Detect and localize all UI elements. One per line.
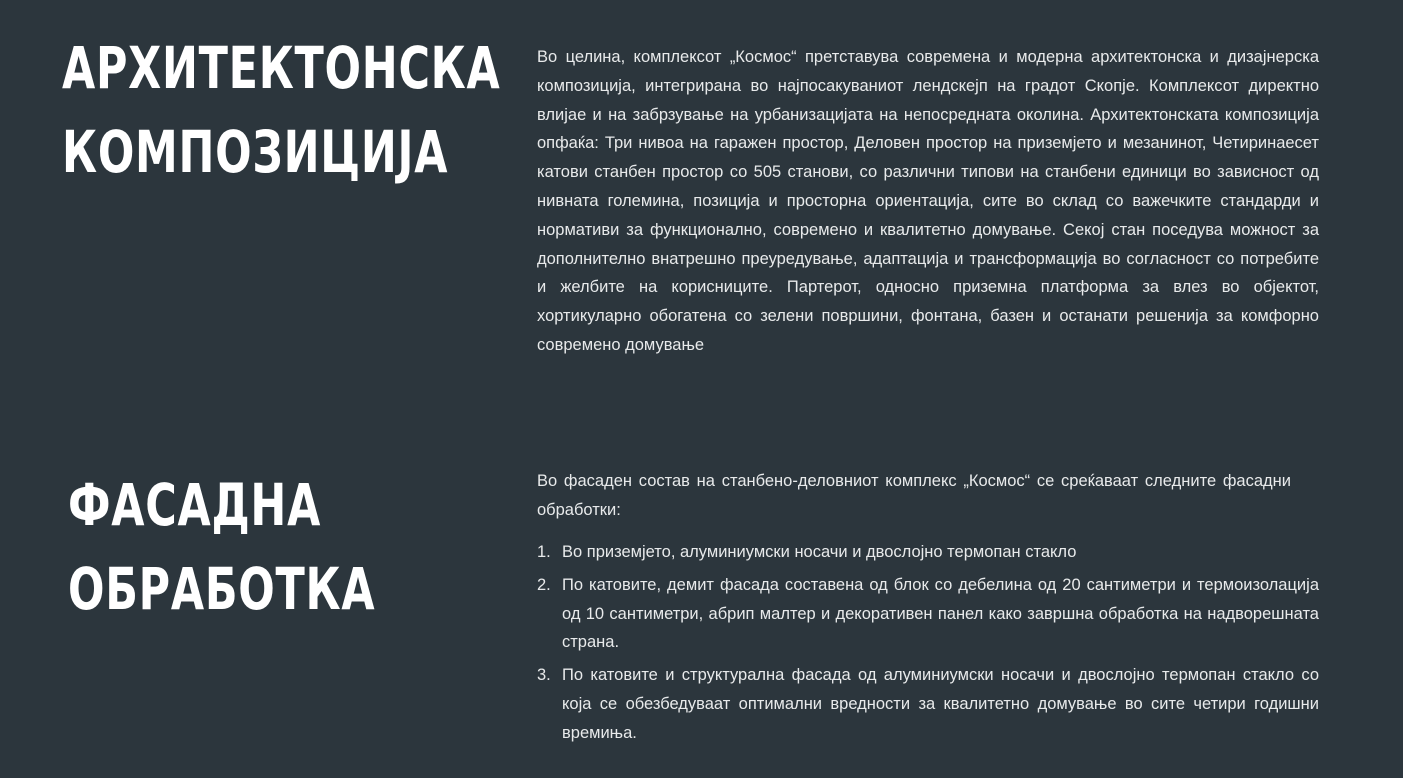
list-item-text: Во приземјето, алуминиумски носачи и двослојно термопан стакло bbox=[562, 543, 1077, 561]
list-item bbox=[537, 538, 1319, 567]
architecture-paragraph: Во целина, комплексот „Космос“ претставува современа и модерна архитектонска и дизајнерска композиција, интегрирана во најпосакуваниот лендскејп на градот Скопје. Комплексот директно влијае и на забрзување на урбанизацијата на непосредната околина. Архитектонската композиција опфаќа: Три нивоа на гаражен простор, Деловен простор на приземјето и мезанинот, Четиринаесет катови станбен простор со 505 станови, со различни типови на станбени единици во зависност од нивната големина, позиција и просторна ориентација, сите во склад со важечките стандарди и нормативи за функционално, современо и квалитетно домување. Секој стан поседува можност за дополнително внатрешно преуредување, адаптација и трансформација во согласност со потребите и желбите на корисниците. Партерот, односно приземна платформа за влез во објектот, хортикуларно обогатена со зелени површини, фонтана, базен и останати решенија за комфорно современо домување bbox=[537, 48, 1319, 354]
facade-heading bbox=[68, 463, 375, 631]
facade-treatment-list bbox=[537, 538, 1319, 752]
list-item bbox=[537, 661, 1319, 747]
architecture-heading bbox=[62, 26, 500, 194]
facade-heading-line2: ОБРАБОТКА bbox=[68, 555, 376, 623]
list-item-number: 3. bbox=[537, 666, 551, 685]
list-item bbox=[537, 571, 1319, 657]
facade-heading-line1: ФАСАДНА bbox=[68, 471, 322, 539]
list-item-number: 1. bbox=[537, 543, 551, 561]
list-item-text: По катовите, демит фасада составена од блок со дебелина од 20 сантиметри и термоизолација од 10 сантиметри, абрип малтер и декоративен панел како завршна обработка на надворешната страна. bbox=[562, 575, 1319, 652]
list-item-number: 2. bbox=[537, 575, 551, 594]
architecture-heading-line1: АРХИТЕКТОНСКА bbox=[62, 34, 501, 102]
facade-intro: Во фасаден состав на станбено-деловниот комплекс „Космос“ се среќаваат следните фасадни обработки: bbox=[537, 472, 1291, 519]
list-item-text: По катовите и структурална фасада од алуминиумски носачи и двослојно термопан стакло со која се обезбедуваат оптимални вредности за квалитетно домување во сите четири годишни времиња. bbox=[562, 666, 1319, 742]
architecture-heading-line2: КОМПОЗИЦИЈА bbox=[62, 118, 449, 186]
